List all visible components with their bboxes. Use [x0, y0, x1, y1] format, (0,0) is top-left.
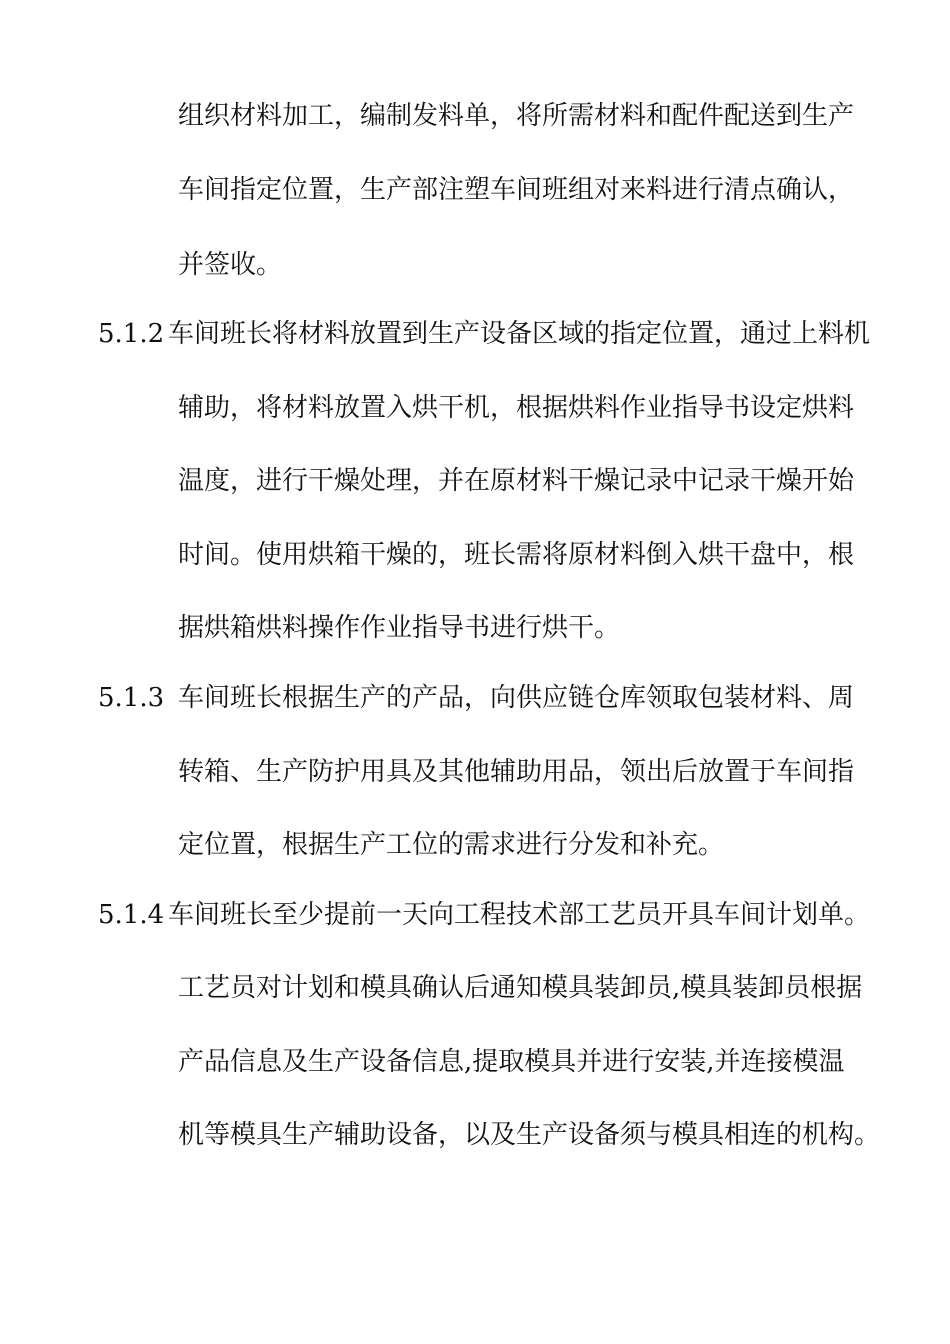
section-number: 5.1.4 — [98, 900, 165, 930]
section-number: 5.1.3 — [98, 683, 165, 713]
line-text: 组织材料加工，编制发料单，将所需材料和配件配送到生产 — [178, 101, 855, 131]
line-text: 车间班长根据生产的产品，向供应链仓库领取包装材料、周 — [178, 683, 855, 713]
line-text: 车间指定位置，生产部注塑车间班组对来料进行清点确认， — [178, 175, 855, 205]
line-text: 辅助，将材料放置入烘干机，根据烘料作业指导书设定烘料 — [178, 393, 855, 423]
section-number: 5.1.2 — [98, 319, 165, 349]
line-text: 定位置，根据生产工位的需求进行分发和补充。 — [178, 830, 725, 860]
line-text: 时间。使用烘箱干燥的，班长需将原材料倒入烘干盘中，根 — [178, 540, 855, 570]
line-text: 工艺员对计划和模具确认后通知模具装卸员,模具装卸员根据 — [178, 973, 863, 1003]
line-text: 产品信息及生产设备信息,提取模具并进行安装,并连接模温 — [178, 1047, 845, 1077]
line-text: 转箱、生产防护用具及其他辅助用品，领出后放置于车间指 — [178, 757, 855, 787]
line-text: 车间班长至少提前一天向工程技术部工艺员开具车间计划单。 — [168, 900, 871, 930]
line-text: 机等模具生产辅助设备，以及生产设备须与模具相连的机构。 — [178, 1120, 881, 1150]
line-text: 温度，进行干燥处理，并在原材料干燥记录中记录干燥开始 — [178, 466, 855, 496]
line-text: 据烘箱烘料操作作业指导书进行烘干。 — [178, 613, 621, 643]
line-text: 并签收。 — [178, 250, 283, 280]
line-text: 车间班长将材料放置到生产设备区域的指定位置，通过上料机 — [168, 319, 871, 349]
